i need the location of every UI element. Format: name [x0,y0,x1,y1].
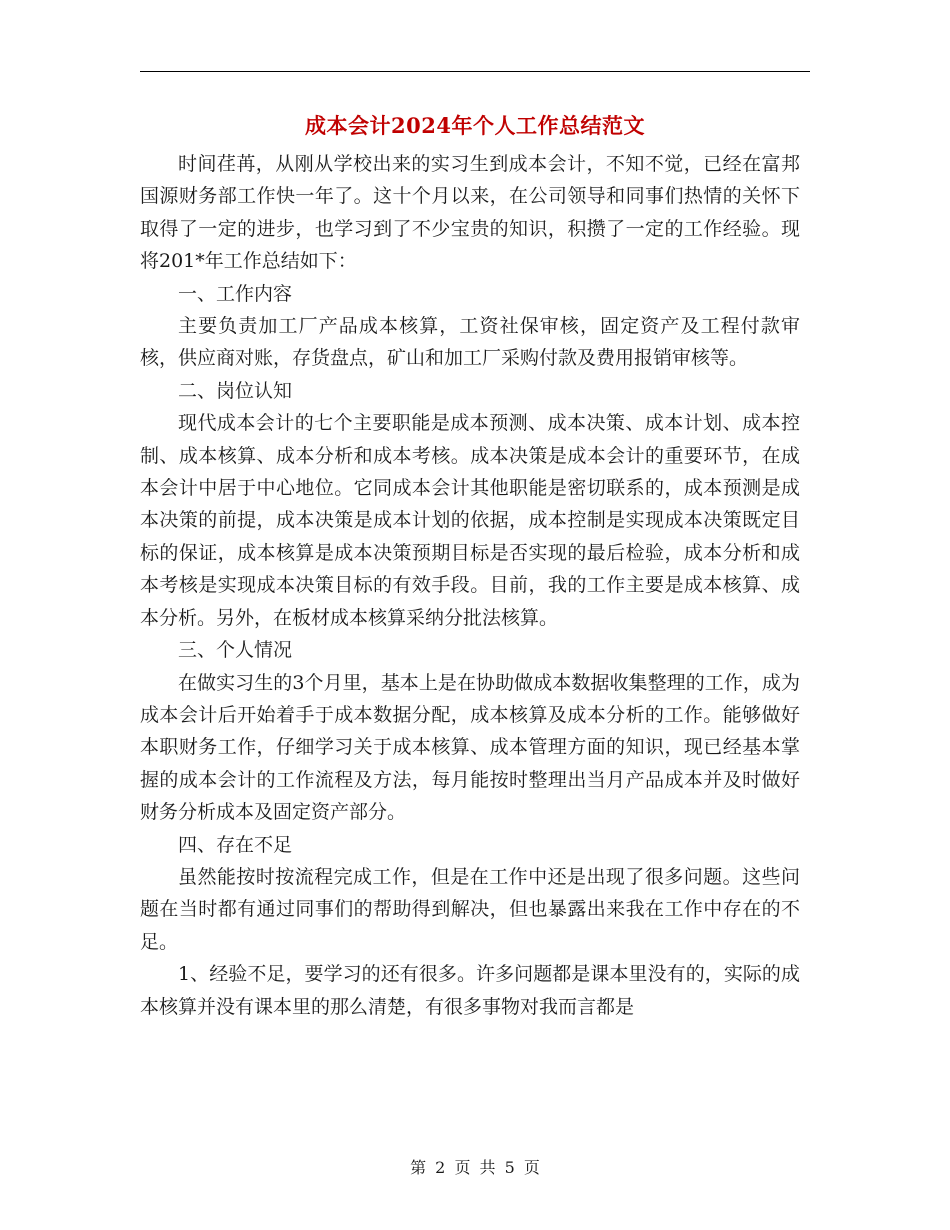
paragraph-shortcomings: 虽然能按时按流程完成工作，但是在工作中还是出现了很多问题。这些问题在当时都有通过同事们的帮助得到解决，但也暴露出来我在工作中存在的不足。 [140,865,800,953]
document-title: 成本会计2024年个人工作总结范文 [305,113,645,138]
section-heading-shortcomings: 四、存在不足 [178,833,293,856]
section-heading-role-understanding: 二、岗位认知 [178,379,293,402]
paragraph-personal-situation: 在做实习生的3个月里，基本上是在协助做成本数据收集整理的工作，成为成本会计后开始着手于成本数据分配，成本核算及成本分析的工作。能够做好本职财务工作，仔细学习关于成本核算、成本管理方面的知识，现已经基本掌握的成本会计的工作流程及方法，每月能按时整理出当月产品成本并及时做好财务分析成本及固定资产部分。 [140,671,800,824]
document-body [140,148,800,1023]
header-rule [140,71,810,72]
paragraph-intro: 时间荏苒，从刚从学校出来的实习生到成本会计，不知不觉，已经在富邦国源财务部工作快一年了。这十个月以来，在公司领导和同事们热情的关怀下取得了一定的进步，也学习到了不少宝贵的知识，积攒了一定的工作经验。现将201*年工作总结如下： [140,153,800,273]
paragraph-shortcoming-1: 1、经验不足，要学习的还有很多。许多问题都是课本里没有的，实际的成本核算并没有课本里的那么清楚，有很多事物对我而言都是 [140,963,800,1018]
paragraph-work-content: 主要负责加工厂产品成本核算，工资社保审核，固定资产及工程付款审核，供应商对账，存货盘点，矿山和加工厂采购付款及费用报销审核等。 [140,315,800,370]
section-heading-work-content: 一、工作内容 [178,282,293,305]
page-footer: 第 2 页 共 5 页 [410,1158,540,1177]
section-heading-personal-situation: 三、个人情况 [178,639,293,662]
paragraph-role-understanding: 现代成本会计的七个主要职能是成本预测、成本决策、成本计划、成本控制、成本核算、成本分析和成本考核。成本决策是成本会计的重要环节，在成本会计中居于中心地位。它同成本会计其他职能是密切联系的，成本预测是成本决策的前提，成本决策是成本计划的依据，成本控制是实现成本决策既定目标的保证，成本核算是成本决策预期目标是否实现的最后检验，成本分析和成本考核是实现成本决策目标的有效手段。目前，我的工作主要是成本核算、成本分析。另外，在板材成本核算采纳分批法核算。 [140,412,800,629]
